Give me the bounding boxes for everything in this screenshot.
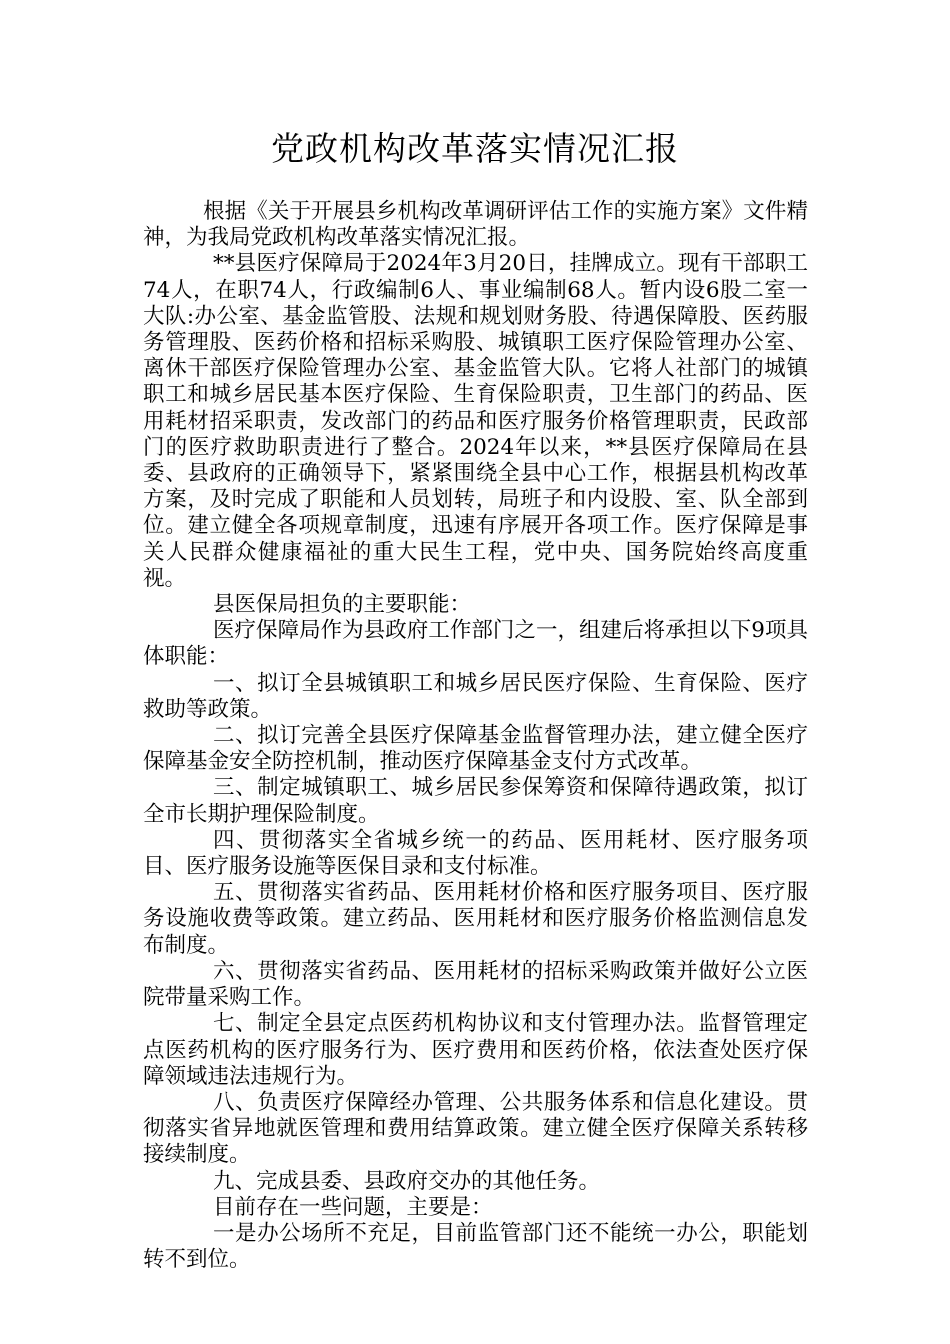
paragraph-function-8: 八、负责医疗保障经办管理、公共服务体系和信息化建设。贯彻落实省异地就医管理和费用结算政策。建立健全医疗保障关系转移接续制度。 — [143, 1089, 808, 1168]
paragraph-bureau-overview: **县医疗保障局于2024年3月20日，挂牌成立。现有干部职工74人，在职74人，行政编制6人、事业编制68人。暂内设6股二室一大队:办公室、基金监管股、法规和规划财务股、待遇保障股、医药服务管理股、医药价格和招标采购股、城镇职工医疗保险管理办公室、离休干部医疗保险管理办公室、基金监管大队。它将人社部门的城镇职工和城乡居民基本医疗保险、生育保险职责，卫生部门的药品、医用耗材招采职责，发改部门的药品和医疗服务价格管理职责，民政部门的医疗救助职责进行了整合。2024年以来，**县医疗保障局在县委、县政府的正确领导下，紧紧围绕全县中心工作，根据县机构改革方案，及时完成了职能和人员划转，局班子和内设股、室、队全部到位。建立健全各项规章制度，迅速有序展开各项工作。医疗保障是事关人民群众健康福祉的重大民生工程，党中央、国务院始终高度重视。 — [143, 251, 808, 591]
paragraph-problems-heading: 目前存在一些问题，主要是： — [213, 1194, 493, 1220]
paragraph-function-5: 五、贯彻落实省药品、医用耗材价格和医疗服务项目、医疗服务设施收费等政策。建立药品、医用耗材和医疗服务价格监测信息发布制度。 — [143, 880, 808, 958]
paragraph-problem-1: 一是办公场所不充足，目前监管部门还不能统一办公，职能划转不到位。 — [143, 1220, 808, 1273]
paragraph-main-functions-heading: 县医保局担负的主要职能： — [213, 592, 472, 618]
paragraph-function-6: 六、贯彻落实省药品、医用耗材的招标采购政策并做好公立医院带量采购工作。 — [143, 958, 808, 1011]
paragraph-function-7: 七、制定全县定点医药机构协议和支付管理办法。监督管理定点医药机构的医疗服务行为、医疗费用和医药价格，依法查处医疗保障领域违法违规行为。 — [143, 1011, 808, 1089]
paragraph-function-4: 四、贯彻落实全省城乡统一的药品、医用耗材、医疗服务项目、医疗服务设施等医保目录和支付标准。 — [143, 827, 808, 880]
paragraph-functions-intro: 医疗保障局作为县政府工作部门之一，组建后将承担以下9项具体职能： — [143, 618, 808, 670]
document-body — [143, 199, 808, 1273]
paragraph-function-1: 一、拟订全县城镇职工和城乡居民医疗保险、生育保险、医疗救助等政策。 — [143, 670, 808, 722]
paragraph-function-9: 九、完成县委、县政府交办的其他任务。 — [213, 1168, 601, 1194]
document-title: 党政机构改革落实情况汇报 — [271, 129, 679, 168]
paragraph-function-3: 三、制定城镇职工、城乡居民参保筹资和保障待遇政策，拟订全市长期护理保险制度。 — [143, 775, 808, 827]
paragraph-intro: 根据《关于开展县乡机构改革调研评估工作的实施方案》文件精神，为我局党政机构改革落实情况汇报。 — [143, 199, 808, 251]
paragraph-function-2: 二、拟订完善全县医疗保障基金监督管理办法，建立健全医疗保障基金安全防控机制，推动医疗保障基金支付方式改革。 — [143, 723, 808, 775]
